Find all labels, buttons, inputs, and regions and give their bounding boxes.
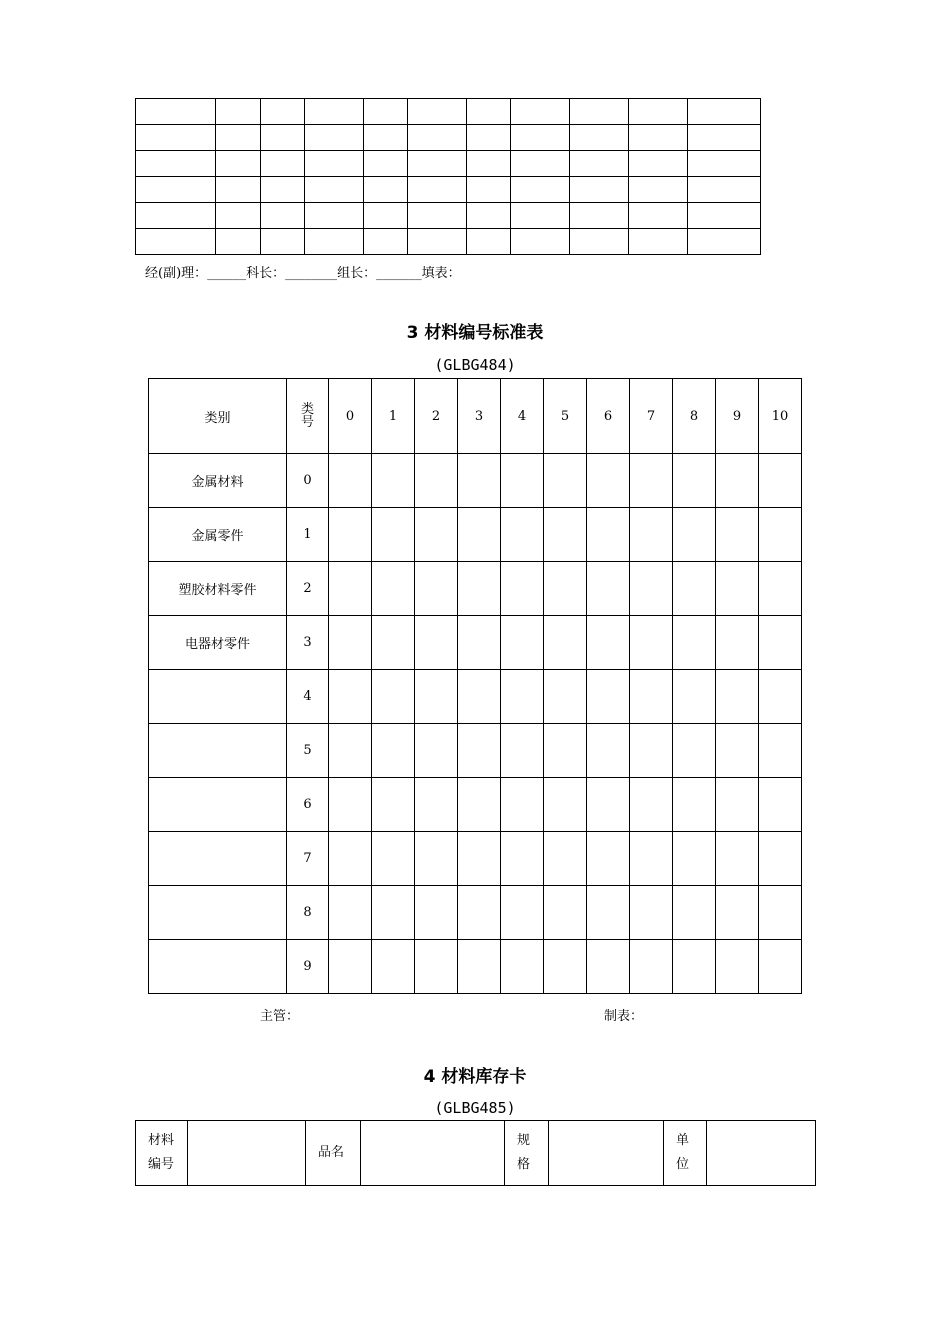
code-cell: [587, 940, 630, 994]
top-table-cell: [261, 229, 305, 255]
top-table-cell: [216, 177, 261, 203]
code-cell: [587, 616, 630, 670]
header-category: 类别: [149, 379, 287, 454]
category-cell: 电器材零件: [149, 616, 287, 670]
header-col-6: 6: [587, 379, 630, 454]
top-table-cell: [467, 203, 511, 229]
code-cell: [587, 832, 630, 886]
code-cell: [544, 454, 587, 508]
code-cell: [716, 832, 759, 886]
spec-value: [549, 1121, 664, 1186]
top-table-cell: [688, 125, 761, 151]
top-table-cell: [511, 177, 570, 203]
type-no-cell: 8: [287, 886, 329, 940]
top-table-cell: [216, 125, 261, 151]
top-table-cell: [629, 151, 688, 177]
product-name-value: [361, 1121, 505, 1186]
top-table-cell: [688, 151, 761, 177]
type-no-cell: 5: [287, 724, 329, 778]
code-cell: [673, 886, 716, 940]
top-table-cell: [136, 177, 216, 203]
code-cell: [415, 724, 458, 778]
code-cell: [759, 454, 802, 508]
code-cell: [759, 562, 802, 616]
top-table-cell: [136, 229, 216, 255]
supervisor-label: 主管：: [260, 1009, 300, 1024]
header-col-1: 1: [372, 379, 415, 454]
code-cell: [759, 940, 802, 994]
code-cell: [544, 616, 587, 670]
code-cell: [372, 724, 415, 778]
header-col-7: 7: [630, 379, 673, 454]
std-table-row: [149, 940, 802, 994]
code-cell: [544, 508, 587, 562]
type-no-cell: 1: [287, 508, 329, 562]
code-cell: [458, 616, 501, 670]
code-cell: [716, 616, 759, 670]
top-table-cell: [364, 203, 408, 229]
material-no-label: 材料编号: [136, 1121, 188, 1186]
code-cell: [630, 616, 673, 670]
top-table-cell: [305, 177, 364, 203]
top-table-row: [136, 203, 761, 229]
material-no-value: [188, 1121, 306, 1186]
code-cell: [587, 886, 630, 940]
code-cell: [458, 454, 501, 508]
code-cell: [673, 670, 716, 724]
unit-label: 单位: [664, 1121, 707, 1186]
type-no-cell: 9: [287, 940, 329, 994]
top-table-cell: [629, 203, 688, 229]
code-cell: [716, 724, 759, 778]
top-table-cell: [261, 99, 305, 125]
top-table-cell: [305, 203, 364, 229]
code-cell: [372, 670, 415, 724]
top-table-cell: [261, 177, 305, 203]
top-table-cell: [570, 99, 629, 125]
top-table-row: [136, 229, 761, 255]
code-cell: [458, 886, 501, 940]
code-cell: [415, 886, 458, 940]
category-cell: 塑胶材料零件: [149, 562, 287, 616]
header-col-3: 3: [458, 379, 501, 454]
code-cell: [673, 616, 716, 670]
top-table-cell: [408, 229, 467, 255]
code-cell: [544, 886, 587, 940]
code-cell: [673, 562, 716, 616]
top-table-cell: [408, 99, 467, 125]
code-cell: [544, 832, 587, 886]
code-cell: [673, 724, 716, 778]
code-cell: [716, 778, 759, 832]
code-cell: [501, 940, 544, 994]
top-table-cell: [629, 125, 688, 151]
top-table-cell: [570, 125, 629, 151]
category-cell: [149, 832, 287, 886]
std-table-row: [149, 724, 802, 778]
top-blank-table: [135, 98, 761, 255]
type-no-cell: 7: [287, 832, 329, 886]
top-table-cell: [305, 99, 364, 125]
top-table-cell: [511, 151, 570, 177]
top-table-cell: [216, 203, 261, 229]
std-table-row: [149, 778, 802, 832]
top-table-cell: [408, 203, 467, 229]
code-cell: [458, 670, 501, 724]
code-cell: [716, 562, 759, 616]
code-cell: [716, 940, 759, 994]
header-col-2: 2: [415, 379, 458, 454]
section3-code: (GLBG484): [434, 356, 516, 374]
code-cell: [630, 670, 673, 724]
material-stock-card-table: [135, 1120, 816, 1186]
code-cell: [415, 832, 458, 886]
code-cell: [415, 778, 458, 832]
top-table-cell: [688, 203, 761, 229]
header-col-4: 4: [501, 379, 544, 454]
code-cell: [329, 832, 372, 886]
code-cell: [372, 886, 415, 940]
code-cell: [630, 508, 673, 562]
top-table-cell: [467, 177, 511, 203]
code-cell: [372, 616, 415, 670]
top-table-cell: [216, 99, 261, 125]
code-cell: [372, 832, 415, 886]
type-no-cell: 0: [287, 454, 329, 508]
code-cell: [630, 940, 673, 994]
code-cell: [501, 508, 544, 562]
top-table-cell: [305, 125, 364, 151]
std-table-row: [149, 832, 802, 886]
code-cell: [673, 832, 716, 886]
top-table-row: [136, 151, 761, 177]
code-cell: [587, 778, 630, 832]
top-table-cell: [570, 203, 629, 229]
code-cell: [716, 670, 759, 724]
code-cell: [458, 508, 501, 562]
section4-code: (GLBG485): [434, 1099, 516, 1117]
top-table-cell: [261, 203, 305, 229]
code-cell: [329, 616, 372, 670]
code-cell: [544, 724, 587, 778]
std-table-row: [149, 670, 802, 724]
code-cell: [673, 778, 716, 832]
section3-title: 3 材料编号标准表: [406, 323, 544, 343]
code-cell: [630, 832, 673, 886]
top-table-body: [136, 99, 761, 255]
std-table-row: [149, 454, 802, 508]
code-cell: [587, 670, 630, 724]
code-cell: [329, 724, 372, 778]
unit-value: [707, 1121, 816, 1186]
code-cell: [458, 940, 501, 994]
type-no-cell: 4: [287, 670, 329, 724]
code-cell: [587, 508, 630, 562]
code-cell: [415, 454, 458, 508]
code-cell: [458, 832, 501, 886]
top-table-cell: [364, 177, 408, 203]
top-table-cell: [570, 229, 629, 255]
code-cell: [501, 832, 544, 886]
code-cell: [630, 724, 673, 778]
top-table-cell: [216, 151, 261, 177]
code-cell: [630, 562, 673, 616]
header-col-5: 5: [544, 379, 587, 454]
material-code-standard-table: [148, 378, 802, 994]
code-cell: [587, 724, 630, 778]
code-cell: [501, 670, 544, 724]
top-table-cell: [364, 229, 408, 255]
code-cell: [501, 886, 544, 940]
code-cell: [415, 670, 458, 724]
code-cell: [544, 778, 587, 832]
type-no-cell: 2: [287, 562, 329, 616]
code-cell: [501, 778, 544, 832]
code-cell: [458, 724, 501, 778]
top-table-cell: [261, 125, 305, 151]
header-type-no-label: 类号: [300, 401, 314, 430]
code-cell: [458, 562, 501, 616]
header-col-10: 10: [759, 379, 802, 454]
code-cell: [759, 778, 802, 832]
top-table-cell: [136, 125, 216, 151]
top-table-cell: [216, 229, 261, 255]
code-cell: [415, 940, 458, 994]
category-cell: [149, 724, 287, 778]
type-no-cell: 3: [287, 616, 329, 670]
code-cell: [329, 508, 372, 562]
category-cell: [149, 670, 287, 724]
code-cell: [759, 832, 802, 886]
code-cell: [673, 454, 716, 508]
std-table-row: [149, 616, 802, 670]
top-table-cell: [511, 203, 570, 229]
top-table-cell: [629, 99, 688, 125]
code-cell: [458, 778, 501, 832]
top-table-cell: [136, 203, 216, 229]
spec-label: 规格: [505, 1121, 549, 1186]
header-col-0: 0: [329, 379, 372, 454]
header-col-9: 9: [716, 379, 759, 454]
code-cell: [587, 562, 630, 616]
top-table-cell: [688, 177, 761, 203]
code-cell: [759, 670, 802, 724]
code-cell: [501, 454, 544, 508]
code-cell: [415, 616, 458, 670]
top-table-cell: [467, 151, 511, 177]
top-table-cell: [305, 229, 364, 255]
top-table-row: [136, 125, 761, 151]
code-cell: [372, 940, 415, 994]
code-cell: [372, 454, 415, 508]
top-table-cell: [511, 99, 570, 125]
top-table-cell: [570, 151, 629, 177]
code-cell: [673, 940, 716, 994]
top-table-cell: [408, 177, 467, 203]
category-cell: [149, 886, 287, 940]
std-table-body: [149, 379, 802, 994]
top-table-cell: [511, 229, 570, 255]
top-table-cell: [688, 229, 761, 255]
std-table-row: [149, 562, 802, 616]
code-cell: [759, 508, 802, 562]
code-cell: [372, 562, 415, 616]
std-table-header-row: [149, 379, 802, 454]
top-table-cell: [305, 151, 364, 177]
header-col-8: 8: [673, 379, 716, 454]
code-cell: [716, 886, 759, 940]
top-table-cell: [467, 99, 511, 125]
code-cell: [759, 724, 802, 778]
top-table-cell: [511, 125, 570, 151]
code-cell: [716, 508, 759, 562]
code-cell: [372, 778, 415, 832]
top-table-cell: [629, 177, 688, 203]
signature-line: 经(副)理：______科长：________组长：_______填表：: [145, 266, 461, 281]
code-cell: [501, 724, 544, 778]
top-table-cell: [629, 229, 688, 255]
code-cell: [544, 670, 587, 724]
code-cell: [630, 886, 673, 940]
header-type-no: [287, 379, 329, 454]
code-cell: [329, 940, 372, 994]
code-cell: [544, 940, 587, 994]
code-cell: [415, 562, 458, 616]
code-cell: [587, 454, 630, 508]
top-table-cell: [364, 125, 408, 151]
std-table-row: [149, 886, 802, 940]
top-table-cell: [408, 151, 467, 177]
type-no-cell: 6: [287, 778, 329, 832]
code-cell: [329, 454, 372, 508]
code-cell: [415, 508, 458, 562]
category-cell: [149, 940, 287, 994]
code-cell: [329, 670, 372, 724]
top-table-cell: [467, 125, 511, 151]
top-table-cell: [364, 151, 408, 177]
top-table-row: [136, 177, 761, 203]
stock-card-row: [136, 1121, 816, 1186]
std-table-row: [149, 508, 802, 562]
code-cell: [329, 886, 372, 940]
code-cell: [329, 562, 372, 616]
category-cell: 金属材料: [149, 454, 287, 508]
top-table-row: [136, 99, 761, 125]
code-cell: [501, 616, 544, 670]
product-name-label: 品名: [306, 1121, 361, 1186]
top-table-cell: [136, 151, 216, 177]
code-cell: [630, 778, 673, 832]
top-table-cell: [364, 99, 408, 125]
section4-title: 4 材料库存卡: [423, 1067, 527, 1087]
code-cell: [372, 508, 415, 562]
code-cell: [630, 454, 673, 508]
code-cell: [759, 886, 802, 940]
top-table-cell: [570, 177, 629, 203]
top-table-cell: [136, 99, 216, 125]
code-cell: [544, 562, 587, 616]
top-table-cell: [261, 151, 305, 177]
code-cell: [329, 778, 372, 832]
category-cell: 金属零件: [149, 508, 287, 562]
code-cell: [501, 562, 544, 616]
top-table-cell: [408, 125, 467, 151]
top-table-cell: [688, 99, 761, 125]
code-cell: [716, 454, 759, 508]
top-table-cell: [467, 229, 511, 255]
code-cell: [759, 616, 802, 670]
code-cell: [673, 508, 716, 562]
category-cell: [149, 778, 287, 832]
maker-label: 制表：: [604, 1009, 644, 1024]
